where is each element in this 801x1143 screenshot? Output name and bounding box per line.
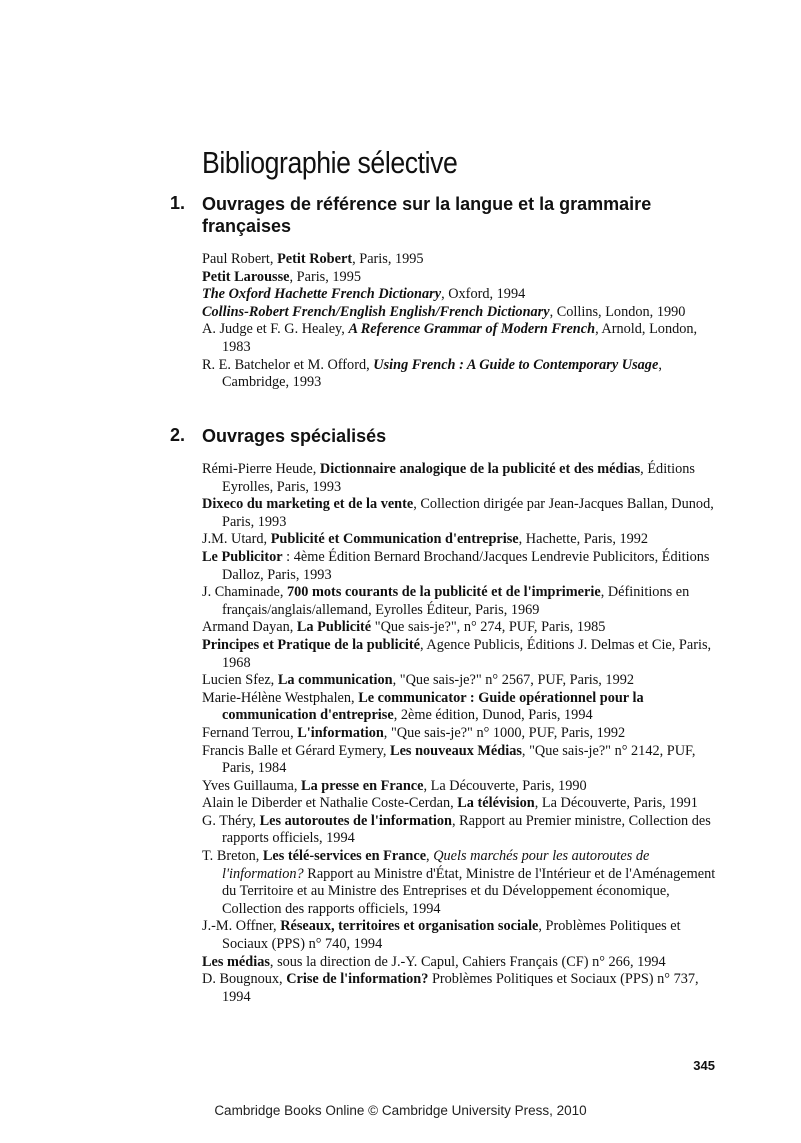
reference-entry: Dixeco du marketing et de la vente, Collection dirigée par Jean-Jacques Ballan, Dunod, Paris, 1993 xyxy=(202,496,714,530)
reference-entry: Fernand Terrou, L'information, "Que sais-je?" n° 1000, PUF, Paris, 1992 xyxy=(202,724,626,741)
section-1-references xyxy=(202,251,722,392)
section-2-title: Ouvrages spécialisés xyxy=(202,426,387,446)
reference-entry: J. Chaminade, 700 mots courants de la publicité et de l'imprimerie, Définitions en français/anglais/allemand, Eyrolles Éditeur, Paris, 1969 xyxy=(202,584,690,618)
reference-entry: Paul Robert, Petit Robert, Paris, 1995 xyxy=(202,251,424,267)
reference-entry: J.M. Utard, Publicité et Communication d'entreprise, Hachette, Paris, 1992 xyxy=(202,531,649,548)
reference-entry: Marie-Hélène Westphalen, Le communicator : Guide opérationnel pour la communication d'entreprise, 2ème édition, Dunod, Paris, 1994 xyxy=(202,689,644,724)
reference-entry: Alain le Diberder et Nathalie Coste-Cerdan, La télévision, La Découverte, Paris, 1991 xyxy=(202,795,698,812)
reference-entry: D. Bougnoux, Crise de l'information? Problèmes Politiques et Sociaux (PPS) n° 737, 1994 xyxy=(202,971,699,1005)
section-1-number: 1. xyxy=(170,193,186,213)
reference-entry: Collins-Robert French/English English/French Dictionary, Collins, London, 1990 xyxy=(202,303,686,320)
section-2-references xyxy=(202,461,722,1006)
copyright-footer: Cambridge Books Online © Cambridge University Press, 2010 xyxy=(214,1103,587,1118)
reference-entry: The Oxford Hachette French Dictionary, Oxford, 1994 xyxy=(202,286,526,303)
reference-entry: Armand Dayan, La Publicité "Que sais-je?", n° 274, PUF, Paris, 1985 xyxy=(202,619,606,636)
reference-entry: Principes et Pratique de la publicité, Agence Publicis, Éditions J. Delmas et Cie, Paris, 1968 xyxy=(202,636,712,671)
page-number: 345 xyxy=(693,1058,715,1073)
reference-entry: T. Breton, Les télé-services en France, Quels marchés pour les autoroutes de l'information? Rapport au Ministre d'État, Ministre de l'Intérieur et de l'Aménagement du Territoire et au Ministre des Entreprises et du Développement économique, Collection des rapports officiels, 1994 xyxy=(202,848,716,917)
reference-entry: Francis Balle et Gérard Eymery, Les nouveaux Médias, "Que sais-je?" n° 2142, PUF, Paris, 1984 xyxy=(202,742,696,777)
reference-entry: Rémi-Pierre Heude, Dictionnaire analogique de la publicité et des médias, Éditions Eyrolles, Paris, 1993 xyxy=(202,461,695,495)
reference-entry: Yves Guillauma, La presse en France, La Découverte, Paris, 1990 xyxy=(202,777,587,794)
reference-entry: J.-M. Offner, Réseaux, territoires et organisation sociale, Problèmes Politiques et Sociaux (PPS) n° 740, 1994 xyxy=(202,918,681,953)
reference-entry: R. E. Batchelor et M. Offord, Using French : A Guide to Contemporary Usage, Cambridge, 1993 xyxy=(202,356,662,391)
section-1-title: Ouvrages de référence sur la langue et la grammaire françaises xyxy=(202,194,652,236)
reference-entry: G. Théry, Les autoroutes de l'information, Rapport au Premier ministre, Collection des rapports officiels, 1994 xyxy=(202,812,711,847)
reference-entry: A. Judge et F. G. Healey, A Reference Grammar of Modern French, Arnold, London, 1983 xyxy=(202,321,698,355)
reference-entry: Lucien Sfez, La communication, "Que sais-je?" n° 2567, PUF, Paris, 1992 xyxy=(202,672,635,689)
page-title: Bibliographie sélective xyxy=(202,144,458,180)
reference-entry: Les médias, sous la direction de J.-Y. Capul, Cahiers Français (CF) n° 266, 1994 xyxy=(202,953,666,970)
reference-entry: Le Publicitor : 4ème Édition Bernard Brochand/Jacques Lendrevie Publicitors, Éditions Dalloz, Paris, 1993 xyxy=(202,548,710,583)
reference-entry: Petit Larousse, Paris, 1995 xyxy=(202,268,361,285)
section-2-number: 2. xyxy=(170,425,186,445)
